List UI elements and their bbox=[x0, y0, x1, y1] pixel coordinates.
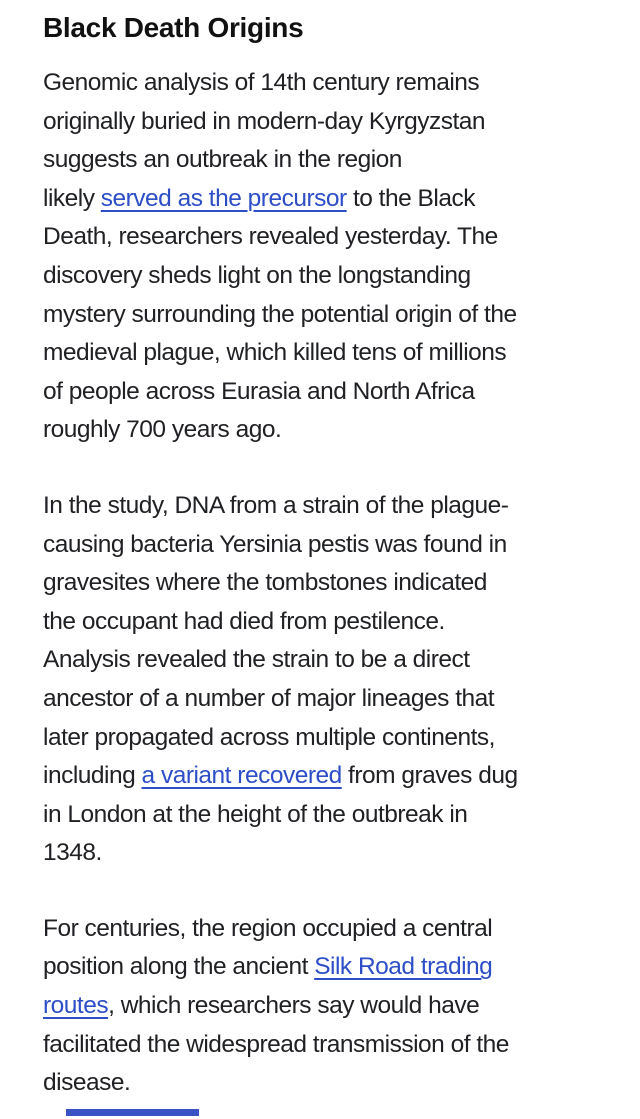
text-line bbox=[43, 641, 600, 680]
text-segment: position along the ancient bbox=[43, 953, 315, 981]
paragraph bbox=[43, 910, 600, 1103]
inline-link[interactable]: a variant recovered bbox=[141, 762, 342, 790]
text-segment: gravesites where the tombstones indicated bbox=[43, 569, 487, 597]
text-line bbox=[43, 334, 600, 373]
text-line bbox=[43, 719, 600, 758]
cutoff-bottom-link-fragment[interactable] bbox=[66, 1109, 199, 1116]
text-line bbox=[43, 411, 600, 450]
text-segment: , which researchers say would have bbox=[108, 992, 480, 1020]
text-segment: the occupant had died from pestilence. bbox=[43, 607, 445, 635]
text-line bbox=[43, 910, 600, 949]
text-line bbox=[43, 373, 600, 412]
text-line bbox=[43, 757, 600, 796]
inline-link[interactable]: served as the precursor bbox=[100, 184, 347, 212]
article-body bbox=[43, 64, 600, 1103]
text-line bbox=[43, 141, 600, 180]
text-line bbox=[43, 1064, 600, 1103]
text-line bbox=[43, 218, 600, 257]
text-segment: likely bbox=[43, 184, 101, 212]
text-line bbox=[43, 487, 600, 526]
text-line bbox=[43, 64, 600, 103]
text-segment: of people across Eurasia and North Africa bbox=[43, 377, 475, 405]
article-title: Black Death Origins bbox=[43, 12, 304, 43]
text-line bbox=[43, 987, 600, 1026]
text-segment: including bbox=[43, 762, 142, 790]
text-segment: causing bacteria Yersinia pestis was found in bbox=[43, 530, 507, 558]
text-line bbox=[43, 796, 600, 835]
text-line bbox=[43, 526, 600, 565]
paragraph bbox=[43, 64, 600, 450]
text-segment: In the study, DNA from a strain of the plague- bbox=[43, 491, 509, 519]
text-line bbox=[43, 948, 600, 987]
text-segment: suggests an outbreak in the region bbox=[43, 146, 402, 174]
text-line bbox=[43, 296, 600, 335]
text-segment: later propagated across multiple continents, bbox=[43, 723, 495, 751]
text-segment: in London at the height of the outbreak in bbox=[43, 800, 468, 828]
paragraph bbox=[43, 487, 600, 873]
inline-link[interactable]: Silk Road trading bbox=[314, 953, 493, 981]
text-line bbox=[43, 257, 600, 296]
text-segment: disease. bbox=[43, 1069, 131, 1097]
text-segment: roughly 700 years ago. bbox=[43, 416, 282, 444]
text-segment: 1348. bbox=[43, 839, 102, 867]
text-line bbox=[43, 564, 600, 603]
text-segment: Analysis revealed the strain to be a direct bbox=[43, 646, 470, 674]
text-segment: mystery surrounding the potential origin of the bbox=[43, 300, 517, 328]
text-segment: Genomic analysis of 14th century remains bbox=[43, 69, 480, 96]
text-segment: medieval plague, which killed tens of millions bbox=[43, 339, 507, 367]
text-segment: ancestor of a number of major lineages that bbox=[43, 684, 495, 712]
text-segment: to the Black bbox=[346, 184, 475, 212]
inline-link[interactable]: routes bbox=[43, 992, 109, 1020]
text-line bbox=[43, 603, 600, 642]
text-line bbox=[43, 680, 600, 719]
text-line bbox=[43, 1026, 600, 1065]
text-segment: For centuries, the region occupied a central bbox=[43, 914, 493, 942]
text-segment: originally buried in modern-day Kyrgyzstan bbox=[43, 107, 485, 135]
text-line bbox=[43, 180, 600, 219]
text-segment: Death, researchers revealed yesterday. The bbox=[43, 223, 498, 251]
text-segment: from graves dug bbox=[341, 762, 518, 790]
text-line bbox=[43, 103, 600, 142]
text-segment: discovery sheds light on the longstanding bbox=[43, 261, 471, 289]
text-segment: facilitated the widespread transmission of the bbox=[43, 1030, 509, 1058]
text-line bbox=[43, 834, 600, 873]
